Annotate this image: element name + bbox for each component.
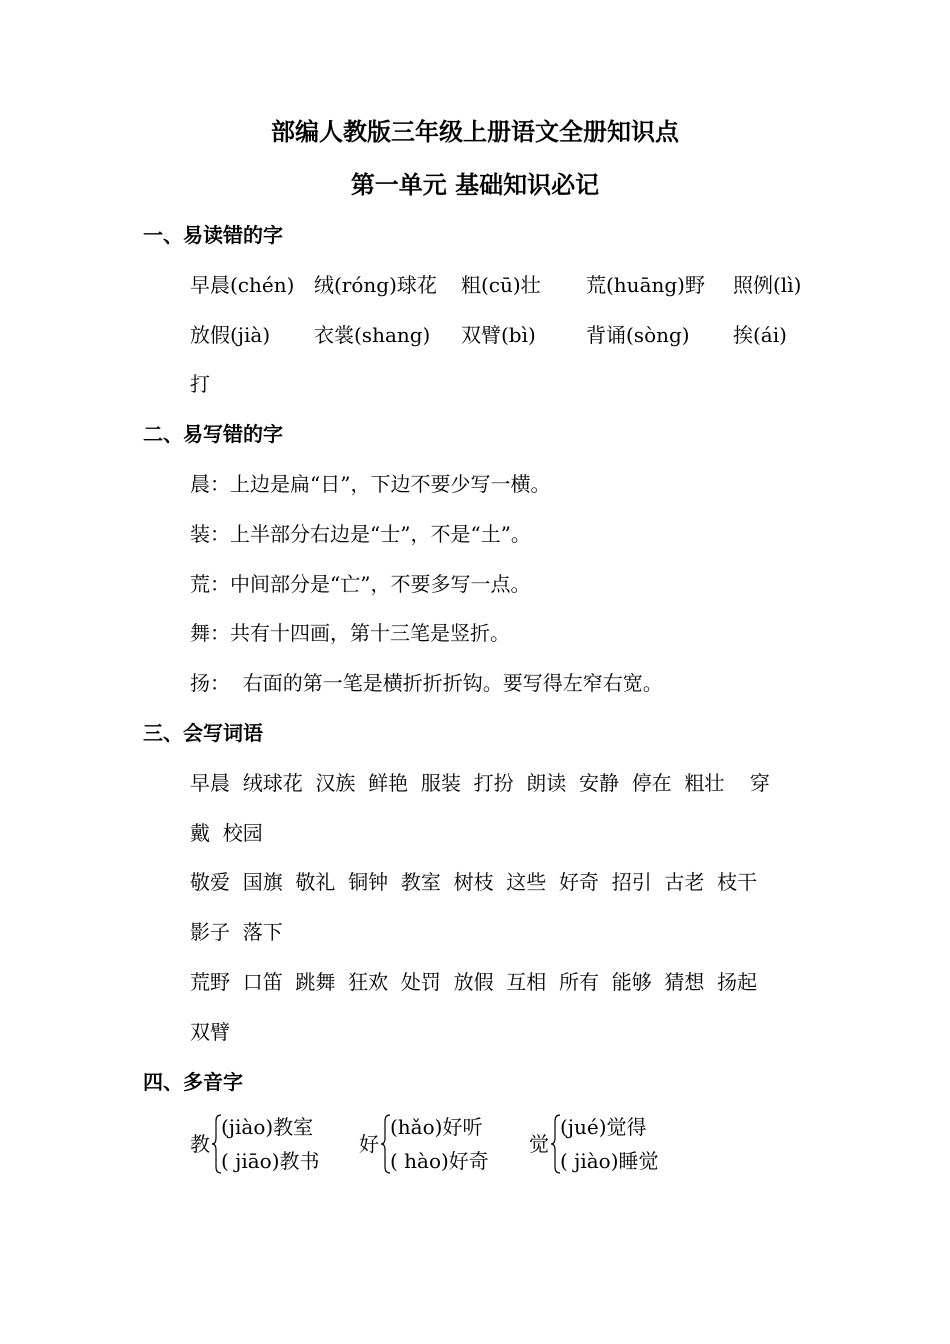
polyphonic-character: 教 [190, 1132, 210, 1156]
pinyin-item: 绒(róng)球花 [314, 273, 437, 297]
polyphonic-character: 好 [359, 1132, 379, 1156]
section-heading-misread-characters: 一、易读错的字 [143, 223, 283, 247]
pinyin-item: 荒(huāng)野 [586, 273, 705, 297]
polyphonic-group-hao [359, 1114, 509, 1174]
writing-note: 晨：上边是扁“日”，下边不要少写一横。 [190, 472, 551, 496]
vocabulary-line: 荒野 口笛 跳舞 狂欢 处罚 放假 互相 所有 能够 猜想 扬起 [190, 970, 758, 994]
polyphonic-group-jue [529, 1114, 689, 1174]
pinyin-item: 照例(lì) [733, 273, 802, 297]
pinyin-item: 早晨(chén) [190, 273, 295, 297]
section-heading-polyphonic-characters: 四、多音字 [143, 1070, 243, 1094]
unit-title: 第一单元 基础知识必记 [350, 171, 600, 199]
vocabulary-line: 戴 校园 [190, 821, 263, 845]
document-title: 部编人教版三年级上册语文全册知识点 [271, 118, 679, 146]
writing-note: 荒：中间部分是“亡”，不要多写一点。 [190, 572, 531, 596]
section-heading-vocabulary: 三、会写词语 [143, 721, 263, 745]
polyphonic-reading-1: (jiào)教室 [221, 1115, 314, 1139]
polyphonic-reading-2: ( jiào)睡觉 [560, 1149, 659, 1173]
vocabulary-line: 影子 落下 [190, 920, 283, 944]
pinyin-item: 挨(ái) [733, 323, 787, 347]
pinyin-item: 粗(cū)壮 [461, 273, 541, 297]
pinyin-item-continuation: 打 [190, 372, 210, 396]
polyphonic-reading-1: (jué)觉得 [560, 1115, 647, 1139]
section-heading-miswritten-characters: 二、易写错的字 [143, 422, 283, 446]
writing-note: 扬： 右面的第一笔是横折折折钩。要写得左窄右宽。 [190, 671, 663, 695]
pinyin-item: 双臂(bì) [461, 323, 536, 347]
pinyin-item: 放假(jià) [190, 323, 271, 347]
pinyin-item: 背诵(sòng) [586, 323, 690, 347]
vocabulary-line: 双臂 [190, 1020, 230, 1044]
polyphonic-reading-2: ( jiāo)教书 [221, 1149, 320, 1173]
polyphonic-reading-1: (hǎo)好听 [390, 1115, 483, 1139]
polyphonic-reading-2: ( hào)好奇 [390, 1149, 489, 1173]
writing-note: 装：上半部分右边是“士”，不是“土”。 [190, 522, 531, 546]
polyphonic-group-jiao [190, 1114, 340, 1174]
pinyin-item: 衣裳(shang) [314, 323, 431, 347]
writing-note: 舞：共有十四画，第十三笔是竖折。 [190, 621, 510, 645]
polyphonic-character: 觉 [529, 1132, 549, 1156]
vocabulary-line: 敬爱 国旗 敬礼 铜钟 教室 树枝 这些 好奇 招引 古老 枝干 [190, 870, 758, 894]
vocabulary-line: 早晨 绒球花 汉族 鲜艳 服装 打扮 朗读 安静 停在 粗壮 穿 [190, 771, 770, 795]
